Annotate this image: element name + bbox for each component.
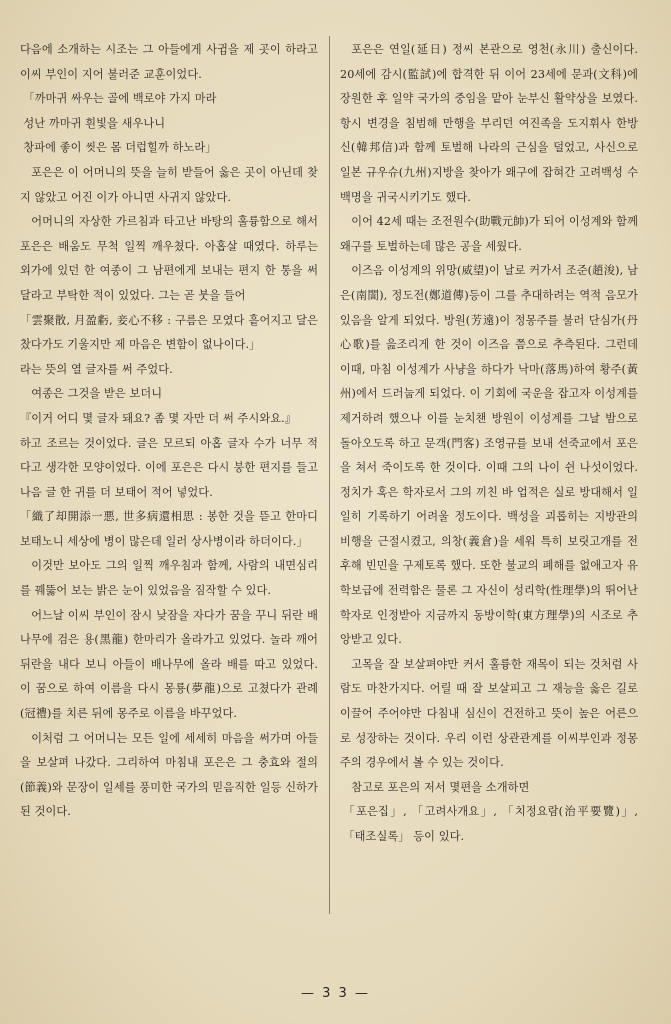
paragraph: 어머니의 자상한 가르침과 타고난 바탕의 훌륭함으로 해서 포은은 배움도 무척 일찍 깨우쳤다. 아홉살 때였다. 하루는 외가에 있던 한 여종이 그 남편에게 보내는 편지 한 통을 써달라고 부탁한 적이 있었다. 그는 곧 붓을 들어: [20, 215, 318, 302]
paragraph: 이처럼 그 어머니는 모든 일에 세세히 마음을 써가며 아들을 보살펴 나갔다. 그리하여 마침내 포은은 그 충효와 절의(節義)와 문장이 일세를 풍미한 국가의 믿음직한 일등 신하가 된 것이다.: [20, 731, 318, 819]
paragraph: 이어 42세 때는 조전원수(助戰元帥)가 되어 이성계와 함께 왜구를 토벌하는데 많은 공을 세웠다.: [340, 215, 638, 253]
paragraph: 참고로 포은의 저서 몇편을 소개하면: [351, 780, 530, 794]
paragraph: 포은은 연일(延日) 정씨 본관으로 영천(永川) 출신이다. 20세에 감시(監試)에 합격한 뒤 이어 23세에 문과(文科)에 장원한 후 일약 국가의 중임을 맡아 눈부신 활약상을 보였다. 항시 변경을 침범해 만행을 부리던 여진족을 도지휘사 한방신(韓邦信)과 함께 토벌해 나라의 근심을 덜었고, 사신으로 일본 규우슈(九州)지방을 찾아가 왜구에 잡혀간 고려백성 수백명을 귀국시키기도 했다.: [340, 43, 638, 204]
right-column: [340, 38, 638, 850]
paragraph: 포은은 이 어머니의 뜻을 늘히 받들어 옳은 곳이 아닌데 찾지 않았고 어진 이가 아니면 사귀지 않았다.: [20, 165, 318, 204]
left-column: [20, 38, 318, 825]
paragraph: 이즈음 이성계의 위망(威望)이 날로 커가서 조준(趙浚), 남은(南誾), 정도전(鄭道傳)등이 그를 추대하려는 역적 음모가 있음을 알게 되었다. 방원(芳遠)이 정몽주를 불러 단심가(丹心歌)를 읊조리게 한 것이 이즈음 쯤으로 추측된다. 그런데 이때, 마침 이성계가 사냥을 하다가 낙마(落馬)하여 황주(黃州)에서 드러눕게 되었다. 이 기회에 국운을 잡고자 이성계를 제거하려 했으나 이를 눈치챈 방원이 이성계를 그날 밤으로 돌아오도록 하고 문객(門客) 조영규를 보내 선죽교에서 포은을 쳐서 죽이도록 한 것이다. 이때 그의 나이 쉰 나섯이었다. 정치가 혹은 학자로서 그의 끼친 바 업적은 실로 방대해서 일일히 기록하기 어려울 정도이다. 백성을 괴롭히는 지방관의 비행을 근절시켰고, 의창(義倉)을 세워 특히 보릿고개를 전 후해 빈민을 구제토록 했다. 또한 불교의 폐해를 없애고자 유학보급에 전력함은 물론 그 자신이 성리학(性理學)의 뛰어난 학자로 인정받아 지금까지 동방이학(東方理學)의 시조로 추앙받고 있다.: [340, 264, 638, 647]
paragraph: 하고 조르는 것이었다. 글은 모르되 아홉 글자 수가 너무 적다고 생각한 모양이었다. 이에 포은은 다시 붕한 편지를 들고 나음 글 한 귀를 더 보태어 적어 넣었다.: [20, 436, 318, 499]
paragraph: 이것만 보아도 그의 일찍 깨우침과 함께, 사람의 내면심리를 꿰뚫어 보는 밝은 눈이 있었음을 짐작할 수 있다.: [20, 559, 318, 598]
paragraph: 『이거 어디 몇 글자 돼요? 좀 몇 자만 더 써 주시와요.』: [20, 411, 297, 425]
paragraph: 「까마귀 싸우는 골에 백로야 가지 마라: [23, 92, 217, 106]
paragraph: 라는 뜻의 열 글자를 써 주었다.: [20, 362, 173, 376]
page-number: — 3 3 —: [301, 986, 370, 1001]
column-divider: [329, 36, 330, 914]
paragraph: 다음에 소개하는 시조는 그 아들에게 사귐을 제 곳이 하라고 이씨 부인이 지어 불러준 교훈이었다.: [20, 43, 318, 81]
paragraph: 여종은 그것을 받은 보더니: [31, 387, 163, 401]
paragraph: 창파에 좋이 씻은 몸 더럽힐까 하노라」: [23, 141, 217, 155]
paragraph: 어느날 이씨 부인이 잠시 낮잠을 자다가 꿈을 꾸니 뒤란 배나무에 검은 용(黑龍) 한마리가 올라가고 있었다. 놀라 깨어 뒤란을 내다 보니 아들이 배나무에 올라 배를 따고 있었다. 이 꿈으로 하여 이름을 다시 몽룡(夢龍)으로 고쳤다가 관례(冠禮)를 치른 뒤에 몽주로 이름을 바꾸었다.: [20, 608, 318, 721]
paragraph: 고목을 잘 보살펴야만 커서 훌륭한 재목이 되는 것처럼 사람도 마찬가지다. 어릴 때 잘 보살피고 그 재능을 옳은 길로 이끌어 주어야만 다침내 심신이 건전하고 뜻이 높은 어른으로 성장하는 것이다. 우리 이런 상관관계를 이씨부인과 정몽주의 경우에서 볼 수 있는 것이다.: [340, 657, 638, 770]
paragraph: 「雲聚散, 月盈虧, 妾心不移 : 구름은 모였다 흩어지고 달은 찼다가도 기울지만 제 마음은 변함이 없나이다.」: [20, 313, 318, 352]
paragraph: 성난 까마귀 흰빛을 새우나니: [23, 116, 166, 130]
paragraph: 「포은집」, 「고려사개요」, 「치정요람(治平要覽)」, 「태조실록」 등이 있다.: [343, 805, 638, 843]
paragraph: 「織了却開添一悪, 世多病還相思 : 봉한 것을 뜯고 한마디 보태노니 세상에 병이 많은데 일러 상사병이라 하더이다.」: [20, 510, 318, 548]
